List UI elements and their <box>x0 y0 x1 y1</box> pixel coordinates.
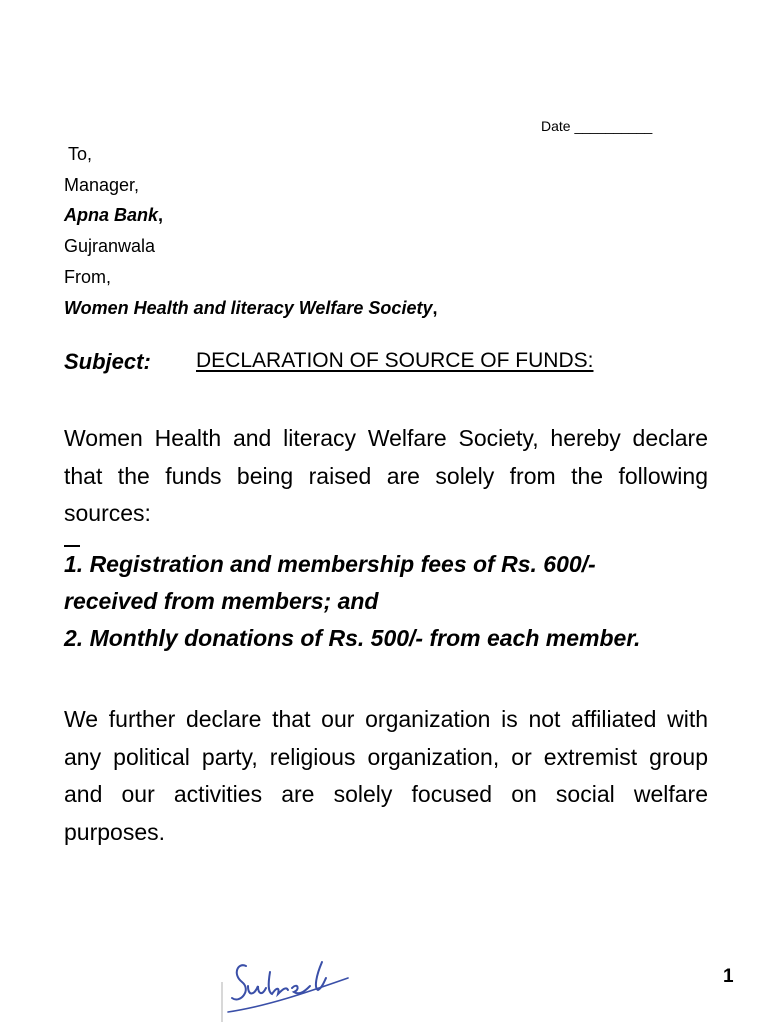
source-item-2: 2. Monthly donations of Rs. 500/- from each member. <box>64 625 641 651</box>
bank-name: Apna Bank <box>64 205 159 225</box>
date-line: Date __________ <box>541 118 653 134</box>
recipient-city: Gujranwala <box>64 236 156 256</box>
bank-comma: , <box>158 205 164 225</box>
sender-org-comma: , <box>432 298 438 318</box>
subject-label: Subject: <box>64 349 151 374</box>
sender-org-name: Women Health and literacy Welfare Society <box>64 298 433 318</box>
page-number: 1 <box>723 966 734 987</box>
subject-title: DECLARATION OF SOURCE OF FUNDS: <box>196 349 594 372</box>
dash-mark <box>64 545 80 547</box>
recipient-bank <box>64 205 163 226</box>
signature-image <box>218 952 358 1024</box>
to-line: To, <box>68 144 93 164</box>
from-line: From, <box>64 267 111 287</box>
sender-org <box>64 298 437 319</box>
source-item-1: 1. Registration and membership fees of Rs. 600/- <box>64 551 596 577</box>
affiliation-paragraph: We further declare that our organization is not affiliated with any political party, religious organization, or extremist group and our activities are solely focused on social welfare purposes. <box>64 706 708 845</box>
source-item-1-cont: received from members; and <box>64 588 379 614</box>
recipient-title: Manager, <box>64 175 140 195</box>
declaration-paragraph: Women Health and literacy Welfare Society, hereby declare that the funds being raised are solely from the following sources: <box>64 425 708 526</box>
